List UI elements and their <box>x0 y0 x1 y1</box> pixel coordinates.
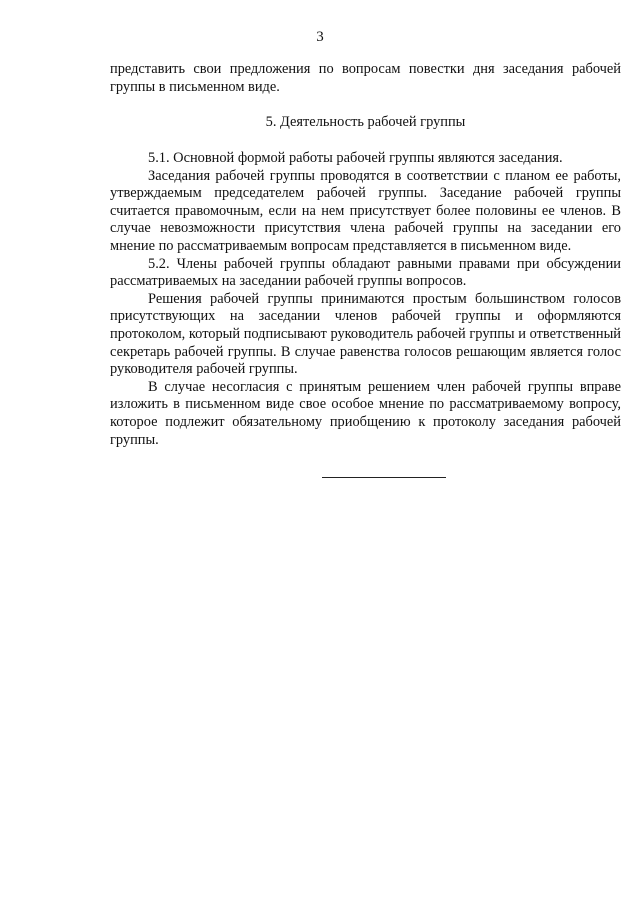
paragraph-5-2: 5.2. Члены рабочей группы обладают равными правами при обсуждении рассматриваемых на заседании рабочей группы вопросов. <box>110 255 621 290</box>
paragraph-decisions: Решения рабочей группы принимаются простым большинством голосов присутствующих на заседании членов рабочей группы и оформляются протоколом, который подписывают руководитель рабочей группы и ответственный секретарь рабочей группы. В случае равенства голосов решающим является голос руководителя рабочей группы. <box>110 290 621 378</box>
paragraph-dissent: В случае несогласия с принятым решением член рабочей группы вправе изложить в письменном виде свое особое мнение по рассматриваемому вопросу, которое подлежит обязательному приобщению к протоколу заседания рабочей группы. <box>110 378 621 448</box>
intro-block <box>110 61 621 96</box>
section-body <box>110 150 621 449</box>
section-heading: 5. Деятельность рабочей группы <box>265 114 466 130</box>
page-number: 3 <box>316 29 324 45</box>
paragraph-5-1: 5.1. Основной формой работы рабочей группы являются заседания. <box>148 150 563 166</box>
intro-paragraph: представить свои предложения по вопросам повестки дня заседания рабочей группы в письменном виде. <box>110 61 621 95</box>
paragraph-meetings: Заседания рабочей группы проводятся в соответствии с планом ее работы, утверждаемым председателем рабочей группы. Заседание рабочей группы считается правомочным, если на нем присутствует более половины ее членов. В случае невозможности присутствия члена рабочей группы на заседании его мнение по рассматриваемым вопросам представляется в письменном виде. <box>110 167 621 254</box>
closing-rule <box>322 477 446 478</box>
